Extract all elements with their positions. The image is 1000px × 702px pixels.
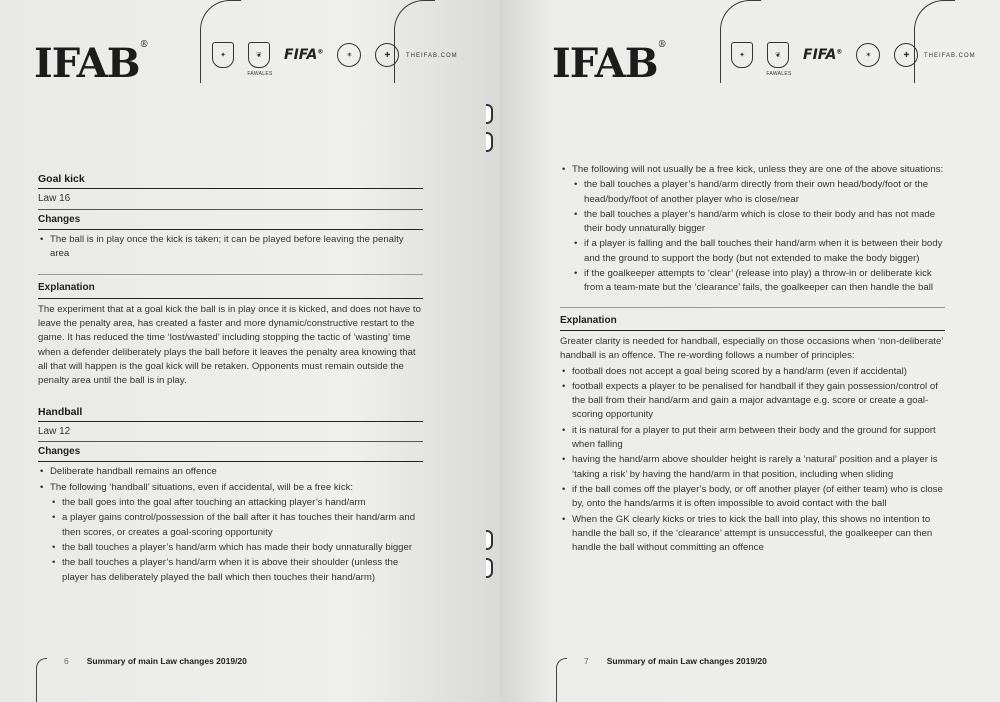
- list-item: • The ball is in play once the kick is taken; it can be played before leaving the penalty area: [38, 233, 423, 262]
- site-url: THEIFAB.COM: [924, 53, 976, 59]
- header-divider: [394, 0, 435, 83]
- list-item: • it is natural for a player to put their arm between their body and the ground for support when falling: [560, 424, 945, 453]
- goal-kick-changes-list: [38, 233, 423, 262]
- list-item: • The following will not usually be a free kick, unless they are one of the above situations:: [560, 163, 945, 177]
- wales-crest-icon: ❦ FAWALES: [248, 42, 270, 68]
- right-page: [500, 0, 1000, 702]
- footer-divider: [36, 658, 47, 702]
- list-item: • The following ‘handball’ situations, even if accidental, will be a free kick:: [38, 481, 423, 495]
- staple-icon: [486, 558, 493, 578]
- footer-title: Summary of main Law changes 2019/20: [86, 656, 247, 666]
- list-item: • the ball touches a player’s hand/arm which has made their body unnaturally bigger: [38, 541, 423, 555]
- goal-kick-explanation: The experiment that at a goal kick the ball is in play once it is kicked, and does not have to leave the penalty area, has created a faster and more dynamic/constructive restart to the game. It has reduced the time ‘lost/wasted’ including stopping the tactic of ‘wasting’ time when a defender deliberately plays the ball before it leaves the penalty area knowing that all that will happen is the goal kick will be retaken. Opponents must remain outside the penalty area until the ball is in play.: [38, 303, 421, 387]
- page-number: 7: [584, 656, 589, 666]
- list-item: • the ball touches a player’s hand/arm when it is above their shoulder (unless the player has deliberately played the ball which then touches their hand/arm): [38, 556, 423, 585]
- list-item: • the ball touches a player’s hand/arm directly from their own head/body/foot or the head/body/foot of another player who is close/near: [560, 178, 945, 207]
- header-divider: [914, 0, 955, 83]
- goal-kick-explanation-label: Explanation: [38, 278, 423, 298]
- right-content: [560, 163, 945, 556]
- wales-crest-icon: ❦ FAWALES: [767, 42, 789, 68]
- page-number: 6: [64, 656, 69, 666]
- list-item: • football does not accept a goal being scored by a hand/arm (even if accidental): [560, 365, 945, 379]
- member-crests: [731, 42, 918, 77]
- footer-title: Summary of main Law changes 2019/20: [606, 656, 767, 666]
- scotland-crest-icon: ✶: [337, 43, 361, 67]
- handball-law: Law 12: [38, 422, 423, 442]
- handball-changes-list: [38, 465, 423, 584]
- goal-kick-changes-label: Changes: [38, 210, 423, 230]
- right-footer: [584, 656, 767, 666]
- england-crest-icon: ✦: [731, 42, 753, 68]
- list-item: • the ball goes into the goal after touching an attacking player’s hand/arm: [38, 496, 423, 510]
- list-item: • if the goalkeeper attempts to ‘clear’ (release into play) a throw-in or deliberate kick from a team-mate but the ‘clearance’ fails, the goalkeeper can then handle the ball: [560, 267, 945, 296]
- list-item: • a player gains control/possession of the ball after it has touches their hand/arm and then scores, or creates a goal-scoring opportunity: [38, 511, 423, 540]
- list-item: • the ball touches a player’s hand/arm which is close to their body and has not made their body unnaturally bigger: [560, 208, 945, 237]
- staple-icon: [486, 104, 493, 124]
- northern-ireland-crest-icon: ✚: [894, 43, 918, 67]
- handball-explanation-intro: Greater clarity is needed for handball, especially on those occasions when ‘non-deliberate’ handball is an offence. The re-wording follows a number of principles:: [560, 335, 944, 362]
- northern-ireland-crest-icon: ✚: [375, 43, 399, 67]
- list-item: • if the ball comes off the player’s body, or off another player (of either team) who is close by, onto the hands/arms it is often impossible to avoid contact with the ball: [560, 483, 945, 512]
- goal-kick-law: Law 16: [38, 189, 423, 209]
- left-footer: [64, 656, 247, 666]
- not-free-kick-list: [560, 163, 945, 296]
- england-crest-icon: ✦: [212, 42, 234, 68]
- list-item: • When the GK clearly kicks or tries to kick the ball into play, this shows no intention to handle the ball so, if the ‘clearance’ attempt is unsuccessful, the goalkeeper can then handle the ball without committing an offence: [560, 513, 945, 556]
- fifa-logo: FIFA®: [284, 47, 324, 63]
- handball-changes-label: Changes: [38, 442, 423, 462]
- principles-list: [560, 365, 945, 556]
- scotland-crest-icon: ✶: [856, 43, 880, 67]
- fifa-logo: FIFA®: [803, 47, 843, 63]
- list-item: • Deliberate handball remains an offence: [38, 465, 423, 479]
- list-item: • football expects a player to be penalised for handball if they gain possession/control of the ball from their hand/arm and gain a major advantage e.g. score or create a goal-scoring opportunity: [560, 380, 945, 423]
- list-item: • if a player is falling and the ball touches their hand/arm when it is between their body and the ground to support the body (but not extended to make the body bigger): [560, 237, 945, 266]
- goal-kick-title: Goal kick: [38, 172, 423, 189]
- staple-icon: [486, 530, 493, 550]
- handball-explanation-label: Explanation: [560, 311, 945, 331]
- left-content: [38, 172, 423, 586]
- ifab-logo: IFAB®: [34, 40, 148, 87]
- member-crests: [212, 42, 399, 77]
- handball-title: Handball: [38, 405, 423, 422]
- list-item: • having the hand/arm above shoulder height is rarely a ‘natural’ position and a player is ‘taking a risk’ by having the hand/arm in that position, including when sliding: [560, 453, 945, 482]
- staple-icon: [486, 132, 493, 152]
- footer-divider: [556, 658, 567, 702]
- ifab-logo: IFAB®: [552, 40, 666, 87]
- site-url: THEIFAB.COM: [406, 53, 458, 59]
